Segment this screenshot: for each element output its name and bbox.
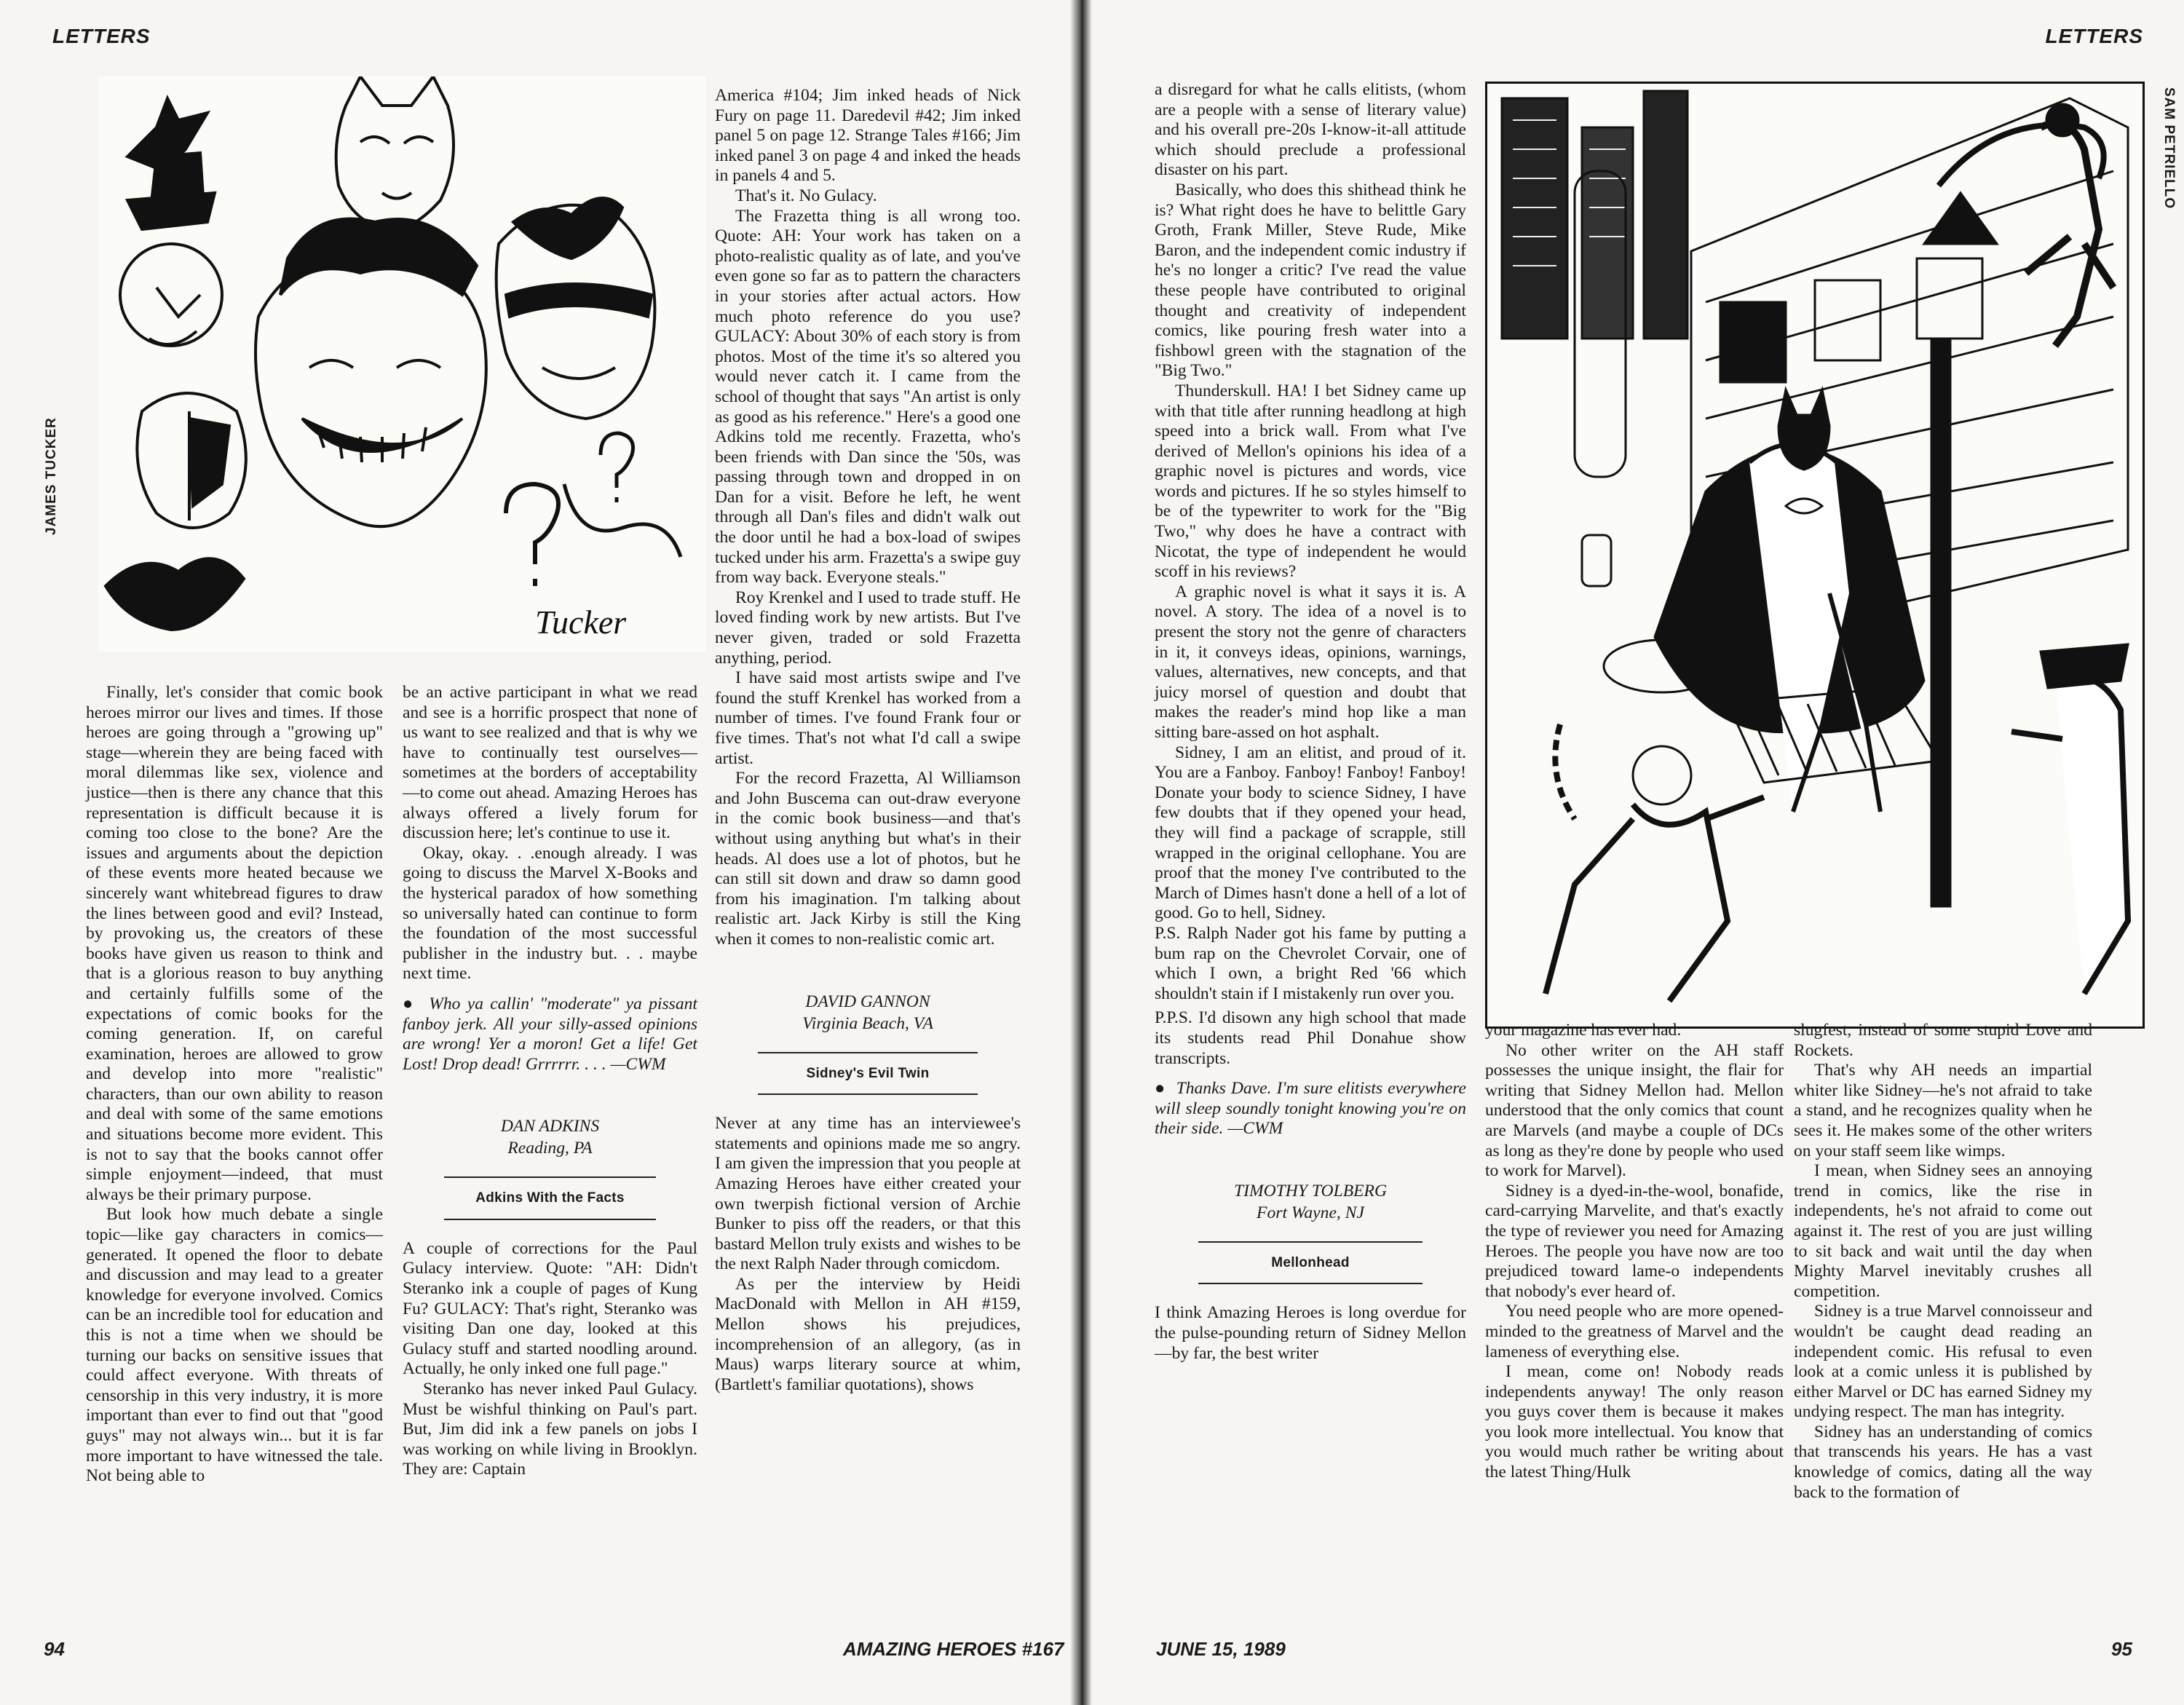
art-credit: SAM PETRIELLO: [2161, 87, 2177, 210]
villain-head: [1633, 746, 1691, 804]
paragraph: I mean, come on! Nobody reads independents anyway! The only reason you guys cover them is because it makes you look more intellectual. You know that you would much rather be writing about the latest Thing/Hulk: [1485, 1362, 1784, 1482]
signature-name: TIMOTHY TOLBERG: [1234, 1181, 1387, 1200]
paragraph: The Frazetta thing is all wrong too. Quote: AH: Your work has taken on a photo-realistic quality as of late, and you've even gone so far as to pattern the characters in your stories after actual actors. How much photo reference do you use? GULACY: About 30% of each story is from photos. Most of the time it's so altered you would never catch it. I came from the school of thought that says "An artist is only as good as his reference." Here's a good one Adkins told me recently. Frazetta, who's been friends with Dan since the '50s, was passing through town and dropped in on Dan for a visit. Before he left, he went through all Dan's files and didn't walk out the door until he had a box-load of swipes tucked under his arm. Frazetta's a swipe guy from way back. Everyone steals.": [715, 206, 1021, 588]
column-3: [715, 86, 1021, 1395]
paragraph: A graphic novel is what it says it is. A novel. A story. The idea of a novel is to present the story not the genre of characters in it, it conveys ideas, opinions, warnings, values, alternatives, new concepts, and that juicy morsel of question and doubt that makes the reader's mind hop like a man sitting bare-assed on hot asphalt.: [1155, 582, 1466, 742]
paragraph: Okay, okay. . .enough already. I was going to discuss the Marvel X-Books and the hysterical paradox of how something so universally hated can continue to form the foundation of the most successful publisher in the industry but. . . maybe next time.: [403, 843, 697, 984]
paragraph: Sidney is a true Marvel connoisseur and wouldn't be caught dead reading an independent comic. His refusal to even look at a comic unless it is published by either Marvel or DC has earned Sidney my undying respect. The man has integrity.: [1794, 1302, 2092, 1422]
paragraph: Finally, let's consider that comic book heroes mirror our lives and times. If those heroes are going through a "growing up" stage—wherein they are being faced with moral dilemmas like sex, violence and justice—then is there any chance that this representation is difficult because it is coming too close to the bone? Are the issues and arguments about the depiction of these events more heated because we sincerely want whitebread figures to draw the lines between good and evil? Instead, by provoking us, the creators of these books have given us reason to think and that is a glorious reason to buy anything and certainly fulfills some of the expectations of comic books for the coming generation. If, on careful examination, heroes are allowed to grow and develop into more "realistic" characters, than our own ability to reason and deal with some of the same emotions and situations become more evident. This is not to say that the books cannot offer simple enjoyment—indeed, that must always be their primary purpose.: [86, 683, 383, 1204]
footer-title: AMAZING HEROES #167: [843, 1638, 1064, 1660]
paragraph: No other writer on the AH staff possesses the unique insight, the flair for writing that Sidney Mellon had. Mellon understood that the only comics that count are Marvels (and maybe a couple of DCs as long as they're done by people who used to work for Marvel).: [1485, 1040, 1784, 1181]
postscript: P.S. Ralph Nader got his fame by putting a bum rap on the Chevrolet Corvair, one of which I own, a bright Red '66 which shouldn't stain if I mistakenly run over you.: [1155, 923, 1466, 1003]
paragraph: I think Amazing Heroes is long overdue for the pulse-pounding return of Sidney Mellon—by far, the best writer: [1155, 1303, 1466, 1363]
editor-reply: ● Who ya callin' "moderate" ya pissant fanboy jerk. All your silly-assed opinions are wrong! Yer a moron! Get a life! Get Lost! Drop dead! Grrrrrr. . . . —CWM: [403, 994, 697, 1074]
letter-signature: [1155, 1180, 1466, 1224]
paragraph: a disregard for what he calls elitists, (whom are a people with a sense of literary value) and his overall pre-20s I-know-it-all attitude which should preclude a professional disaster on his part.: [1155, 80, 1466, 180]
letter-signature: [715, 991, 1021, 1035]
postscript: P.P.S. I'd disown any high school that made its students read Phil Donahue show transcripts.: [1155, 1008, 1466, 1068]
right-page: [1092, 0, 2184, 1705]
paragraph: That's why AH needs an impartial whiter like Sidney—he's not afraid to take a stand, and he recognizes quality when he sees it. He makes some of the other writers on your staff seem like wimps.: [1794, 1061, 2092, 1160]
chain-icon: [1555, 724, 1575, 819]
column-2: [403, 683, 697, 1480]
paragraph: I have said most artists swipe and I've found the stuff Krenkel has worked from a number of times. I've found Frank four or five times. That's not what I'd call a swipe artist.: [715, 668, 1021, 768]
page-number: 95: [2111, 1638, 2132, 1660]
signature-city: Reading, PA: [507, 1139, 593, 1158]
section-label: LETTERS: [52, 25, 151, 47]
paragraph: But look how much debate a single topic—like gay characters in comics—generated. It opened the floor to debate and discussion and may lead to a greater knowledge for everyone involved. Comics can be an incredible tool for education and this is not a time when we should be turning our backs on sensitive issues that could affect everyone. With threats of censorship in this very industry, it is more important than ever to find out that "good guys" may not always win... but it is far more important to have witnessed the tale. Not being able to: [86, 1205, 383, 1486]
paragraph: be an active participant in what we read and see is a horrific prospect that none of us want to see realized and that is why we have to continually test ourselves—sometimes at the borders of acceptability—to come out ahead. Amazing Heroes has always offered a lively forum for discussion here; let's continue to use it.: [403, 683, 697, 843]
editor-reply-text: Who ya callin' "moderate" ya pissant fanboy jerk. All your silly-assed opinions are wrong! Yer a moron! Get a life! Get Lost! Drop dead! Grrrrrr. . . . —CWM: [403, 994, 697, 1074]
bat-icon: [513, 198, 622, 258]
paragraph: That's it. No Gulacy.: [735, 186, 877, 205]
paragraph: Sidney has an understanding of comics that transcends his years. He has a vast knowledge of comics, dating all the way back to the formation of: [1794, 1422, 2092, 1502]
art-credit: JAMES TUCKER: [44, 417, 59, 535]
letter-signature: [403, 1115, 697, 1159]
paragraph: Never at any time has an interviewee's statements and opinions made me so angry. I am given the impression that you people at Amazing Heroes have either created your own twerpish fictional version of Archie Bunker to piss off the readers, or that this bastard Mellon truly exists and wishes to be the next Ralph Nader through comicdom.: [715, 1114, 1021, 1274]
letter-headline: Adkins With the Facts: [444, 1176, 657, 1220]
paragraph: your magazine has ever had.: [1485, 1021, 1682, 1040]
column-2: [1485, 1021, 1784, 1483]
column-3: [1794, 1021, 2092, 1503]
paragraph: Sidney is a dyed-in-the-wool, bonafide, card-carrying Marvelite, and that's exactly the type of reviewer you need for Amazing Heroes. The people you have now are too prejudiced toward lame-o independents that nobody's ever heard of.: [1485, 1181, 1784, 1301]
villains-drawing: [98, 76, 706, 652]
paragraph: As per the interview by Heidi MacDonald with Mellon in AH #159, Mellon shows his prejudices, incomprehension of an allegory, (as in Maus) warps literary source at whim, (Bartlett's familiar quotations), shows: [715, 1274, 1021, 1394]
batman-illustration: [1485, 82, 2145, 1029]
penguin-head: [120, 244, 222, 346]
paragraph: Thunderskull. HA! I bet Sidney came up with that title after running headlong at high speed into a brick wall. From what I've derived of Mellon's opinions his idea of a graphic novel is pictures and words, vice words and pictures. If he so styles himself to be of the typewriter to work for the "Big Two," why does he have a contract with Nicotat, the type of independent he would scoff in his reviews?: [1155, 381, 1466, 582]
joker-head: [256, 250, 486, 526]
editor-reply: ● Thanks Dave. I'm sure elitists everywhere will sleep soundly tonight knowing you're on their side. —CWM: [1155, 1079, 1466, 1139]
signature-city: Fort Wayne, NJ: [1257, 1203, 1364, 1222]
villains-illustration: [98, 76, 706, 652]
paragraph: slugfest, instead of some stupid Love and Rockets.: [1794, 1021, 2092, 1060]
page-number: 94: [44, 1638, 65, 1660]
binding-gutter: [1070, 0, 1092, 1705]
signature-name: DAVID GANNON: [805, 992, 930, 1011]
batman-drawing: [1487, 84, 2143, 1026]
letter-headline: Mellonhead: [1198, 1241, 1423, 1285]
signature-city: Virginia Beach, VA: [802, 1013, 933, 1033]
left-page: [0, 0, 1070, 1705]
paragraph: Roy Krenkel and I used to trade stuff. He loved finding work by new artists. But I've never given, traded or sold Frazetta anything, period.: [715, 588, 1021, 668]
catwoman-head: [336, 76, 454, 230]
column-1: [1155, 80, 1466, 1364]
paragraph: I mean, when Sidney sees an annoying trend in comics, like the rise in independents, he's not afraid to come out against it. The rest of you are just willing to sit back and wait until the day when Mighty Marvel inevitably crushes all competition.: [1794, 1161, 2092, 1301]
letter-headline: Sidney's Evil Twin: [758, 1052, 978, 1096]
bat-icon: [106, 558, 244, 630]
editor-reply-text: Thanks Dave. I'm sure elitists everywhere will sleep soundly tonight knowing you're on their side. —CWM: [1155, 1079, 1466, 1139]
paragraph: A couple of corrections for the Paul Gulacy interview. Quote: "AH: Didn't Steranko ink a couple of pages of Kung Fu? GULACY: That's right, Steranko was visiting Dan one day, looked at this Gulacy stuff and started noodling around. Actually, he only inked one full page.": [403, 1238, 697, 1379]
paragraph: You need people who are more opened-minded to the greatness of Marvel and the lameness of everything else.: [1485, 1302, 1784, 1361]
paragraph: America #104; Jim inked heads of Nick Fury on page 11. Daredevil #42; Jim inked panel 5 on page 12. Strange Tales #166; Jim inked panel 3 on page 4 and inked the heads in panels 4 and 5.: [715, 86, 1021, 186]
art-signature: Tucker: [535, 604, 627, 641]
paragraph: For the record Frazetta, Al Williamson and John Buscema can out-draw everyone in the comic book business—and that's without using anything but what's in their heads. Al does use a lot of photos, but he can still sit down and draw so damn good from his imagination. I'm talking about realistic art. Jack Kirby is still the King when it comes to non-realistic comic art.: [715, 769, 1021, 949]
footer-date: JUNE 15, 1989: [1156, 1638, 1286, 1660]
paragraph: Steranko has never inked Paul Gulacy. Must be wishful thinking on Paul's part. But, Jim did ink a few panels on jobs I was working on while living in Brooklyn. They are: Captain: [403, 1380, 697, 1479]
paragraph: Basically, who does this shithead think he is? What right does he have to belittle Gary Groth, Frank Miller, Steve Rude, Mike Baron, and the independent comic industry if he's no longer a critic? I've read the value these people have contributed to original thought and creativity of independent comics, like pouring fresh water into a fishbowl green with the stagnation of the "Big Two.": [1155, 180, 1466, 381]
column-1: [86, 683, 383, 1487]
paragraph: Sidney, I am an elitist, and proud of it. You are a Fanboy. Fanboy! Fanboy! Fanboy! Donate your body to science Sidney, I have few doubts that if they opened your head, they will find a package of scrapple, still wrapped in the original cellophane. You are proof that the money I've contributed to the March of Dimes hasn't done a hell of a lot of good. Go to hell, Sidney.: [1155, 743, 1466, 923]
section-label: LETTERS: [2045, 25, 2143, 47]
signature-name: DAN ADKINS: [500, 1117, 600, 1136]
